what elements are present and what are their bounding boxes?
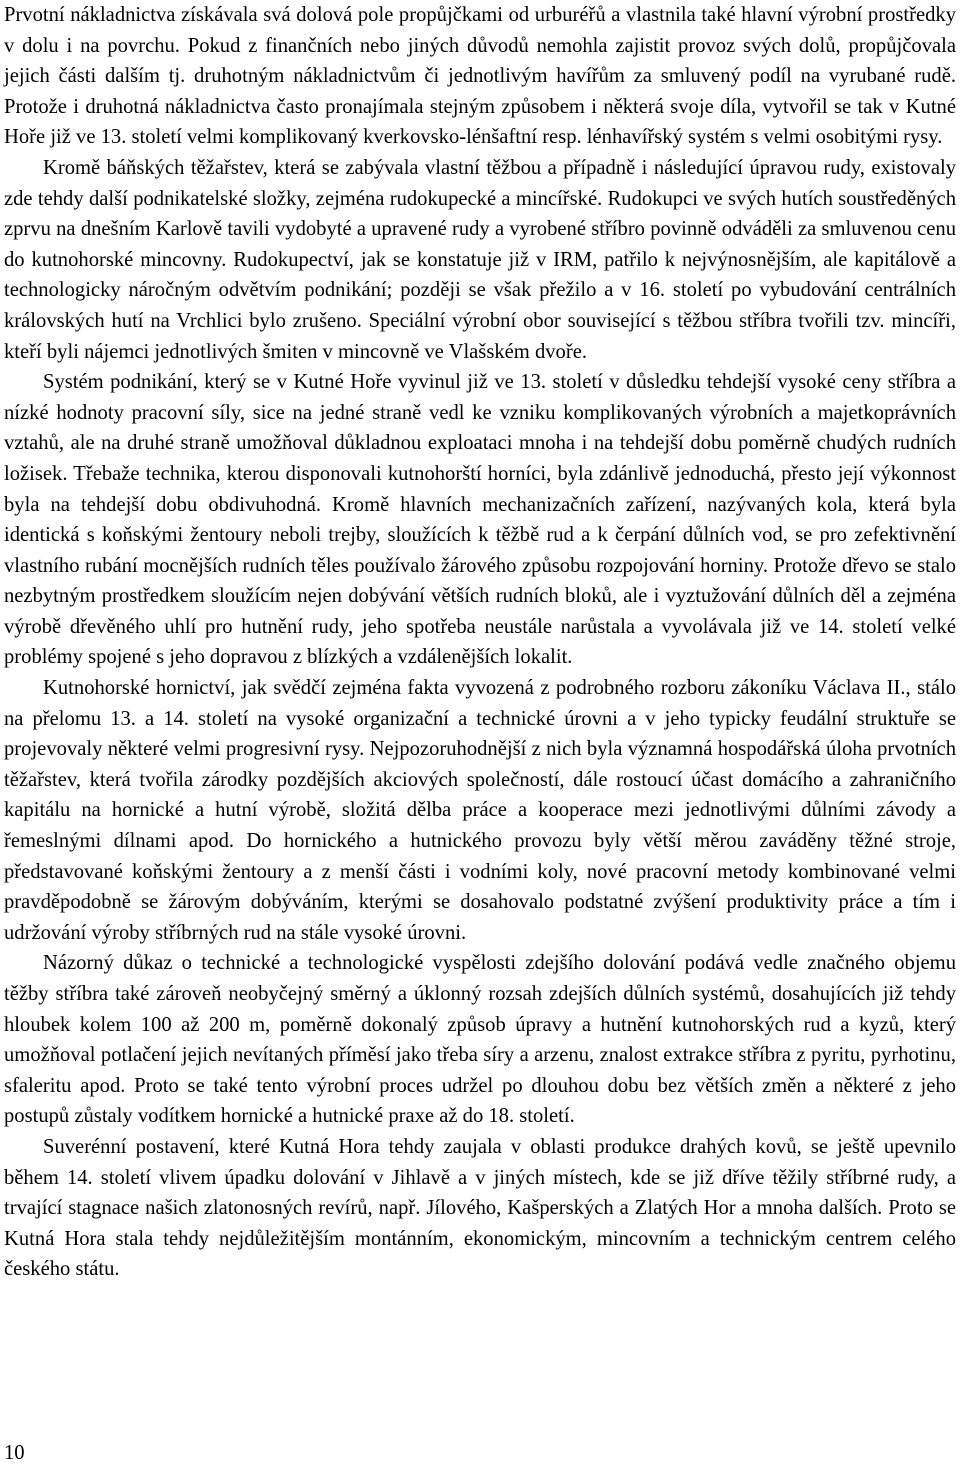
page-number: 10	[4, 1442, 25, 1464]
paragraph-2: Kromě báňských těžařstev, která se zabývala vlastní těžbou a případně i následující úpravou rudy, existovaly zde tehdy další podnikatelské složky, zejména rudokupecké a mincířské. Rudokupci ve svých hutích soustředěných zprvu na dnešním Karlově tavili vydobyté a upravené rudy a vyrobené stříbro povinně odváděli za smluvenou cenu do kutnohorské mincovny. Rudokupectví, jak se konstatuje již v IRM, patřilo k nejvýnosnějším, ale kapitálově a technologicky náročným odvětvím podnikání; později se však přežilo a v 16. století po vybudování centrálních královských hutí na Vrchlici bylo zrušeno. Speciální výrobní obor související s těžbou stříbra tvořili tzv. mincíři, kteří byli nájemci jednotlivých šmiten v mincovně ve Vlašském dvoře.	[4, 156, 956, 363]
paragraph-5: Názorný důkaz o technické a technologické vyspělosti zdejšího dolování podává vedle značného objemu těžby stříbra také zároveň neobyčejný směrný a úklonný rozsah zdejších důlních systémů, dosahujících již tehdy hloubek kolem 100 až 200 m, poměrně dokonalý způsob úpravy a hutnění kutnohorských rud a kyzů, který umožňoval potlačení jejich nevítaných příměsí jako třeba síry a arzenu, znalost extrakce stříbra z pyritu, pyrhotinu, sfaleritu apod. Proto se také tento výrobní proces udržel po dlouhou dobu bez větších změn a některé z jeho postupů zůstaly vodítkem hornické a hutnické praxe až do 18. století.	[4, 952, 956, 1128]
paragraph-6: Suverénní postavení, které Kutná Hora tehdy zaujala v oblasti produkce drahých kovů, se ještě upevnilo během 14. století vlivem úpadku dolování v Jihlavě a v jiných místech, kde se již dříve těžily stříbrné rudy, a trvající stagnace našich zlatonosných revírů, např. Jílového, Kašperských a Zlatých Hor a mnoha dalších. Proto se Kutná Hora stala tehdy nejdůležitějším montánním, ekonomickým, mincovním a technickým centrem celého českého státu.	[4, 1135, 956, 1281]
document-page	[4, 0, 956, 1285]
paragraph-4: Kutnohorské hornictví, jak svědčí zejména fakta vyvozená z podrobného rozboru zákoníku Václava II., stálo na přelomu 13. a 14. století na vysoké organizační a technické úrovni a v jeho typicky feudální struktuře se projevovaly některé velmi progresivní rysy. Nejpozoruhodnější z nich byla významná hospodářská úloha prvotních těžařstev, která tvořila zárodky pozdějších akciových společností, dále rostoucí účast domácího a zahraničního kapitálu na hornické a hutní výrobě, složitá dělba práce a kooperace mezi jednotlivými důlními závody a řemeslnými dílnami apod. Do hornického a hutnického provozu byly větší měrou zaváděny těžné stroje, představované koňskými žentoury a z menší části i vodními koly, nové pracovní metody kombinované velmi pravděpodobně se žárovým dobýváním, kterými se dosahovalo podstatné zvýšení produktivity práce a tím i udržování výroby stříbrných rud na stále vysoké úrovni.	[4, 677, 956, 944]
paragraph-3: Systém podnikání, který se v Kutné Hoře vyvinul již ve 13. století v důsledku tehdejší vysoké ceny stříbra a nízké hodnoty pracovní síly, sice na jedné straně vedl ke vzniku komplikovaných výrobních a majetkoprávních vztahů, ale na druhé straně umožňoval důkladnou exploataci mnoha i na tehdejší dobu poměrně chudých rudních ložisek. Třebaže technika, kterou disponovali kutnohorští horníci, byla zdánlivě jednoduchá, přesto její výkonnost byla na tehdejší dobu obdivuhodná. Kromě hlavních mechanizačních zařízení, nazývaných kola, která byla identická s koňskými žentoury neboli trejby, sloužících k těžbě rud a k čerpání důlních vod, se pro zefektivnění vlastního rubání mocnějších rudních těles používalo žárového způsobu rozpojování horniny. Protože dřevo se stalo nezbytným prostředkem sloužícím nejen dobývání větších rudních bloků, ale i vyztužování důlních děl a zejména výrobě dřevěného uhlí pro hutnění rudy, jeho spotřeba neustále narůstala a vyvolávala již ve 14. století velké problémy spojené s jeho dopravou z blízkých a vzdálenějších lokalit.	[4, 371, 956, 669]
paragraph-1: Prvotní nákladnictva získávala svá dolová pole propůjčkami od urburéřů a vlastnila také hlavní výrobní prostředky v dolu i na povrchu. Pokud z finančních nebo jiných důvodů nemohla zajistit provoz svých dolů, propůjčovala jejich části dalším tj. druhotným nákladnictvům či jednotlivým havířům za smluvený podíl na vyrubané rudě. Protože i druhotná nákladnictva často pronajímala stejným způsobem i některá svoje díla, vytvořil se tak v Kutné Hoře již ve 13. století velmi komplikovaný kverkovsko-lénšaftní resp. lénhavířský systém s velmi osobitými rysy.	[4, 4, 956, 149]
